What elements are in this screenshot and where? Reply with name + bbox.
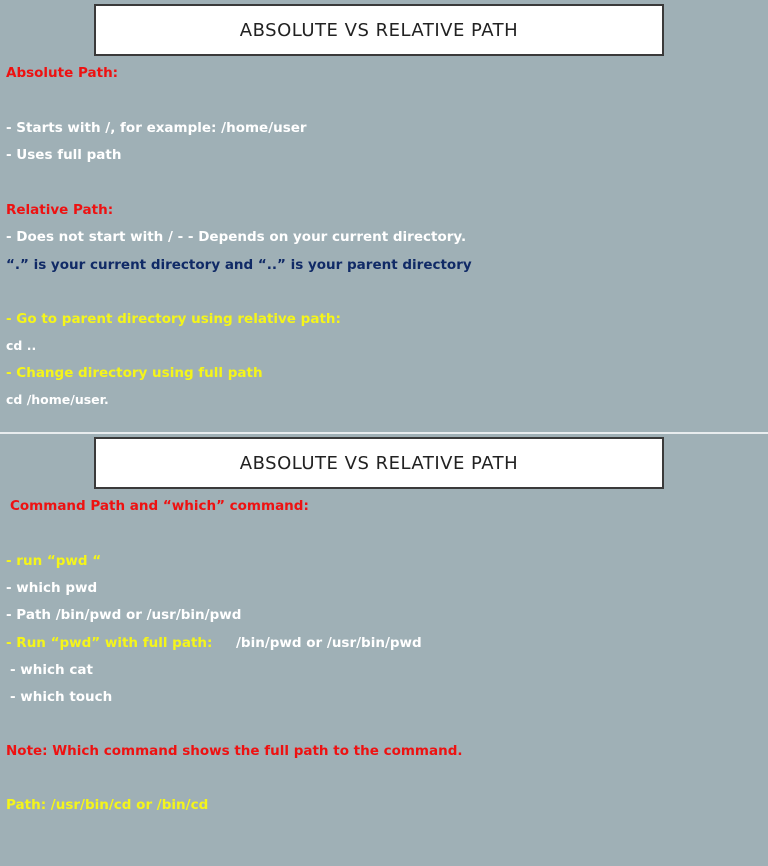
slide-1-title: ABSOLUTE VS RELATIVE PATH [94, 4, 664, 56]
which-pwd-text: - which pwd [6, 580, 98, 596]
run-full-path-text: - Run “pwd” with full path: [6, 635, 213, 651]
which-cat-text: - which cat [10, 662, 93, 678]
absolute-line-1: - Starts with /, for example: /home/user [6, 120, 307, 136]
absolute-line-2: - Uses full path [6, 147, 122, 163]
which-touch-text: - which touch [10, 689, 113, 705]
change-dir-text: - Change directory using full path [6, 365, 263, 381]
run-full-path-value: /bin/pwd or /usr/bin/pwd [236, 635, 422, 651]
path-pwd-text: - Path /bin/pwd or /usr/bin/pwd [6, 607, 242, 623]
cmd-parent: cd .. [6, 338, 37, 353]
slide-2-title: ABSOLUTE VS RELATIVE PATH [94, 437, 664, 489]
command-path-heading: Command Path and “which” command: [10, 498, 309, 514]
slide-1 [0, 0, 768, 432]
cmd-full: cd /home/user. [6, 392, 109, 407]
relative-line-1: - Does not start with / - - Depends on your current directory. [6, 229, 467, 245]
slide-2 [0, 434, 768, 866]
relative-path-heading: Relative Path: [6, 202, 114, 218]
run-pwd-text: - run “pwd “ [6, 553, 102, 569]
relative-line-2: “.” is your current directory and “..” is your parent directory [6, 257, 472, 273]
path-cd-text: Path: /usr/bin/cd or /bin/cd [6, 797, 209, 813]
note-text: Note: Which command shows the full path to the command. [6, 743, 463, 759]
absolute-path-heading: Absolute Path: [6, 65, 119, 81]
go-parent-text: - Go to parent directory using relative path: [6, 311, 341, 327]
